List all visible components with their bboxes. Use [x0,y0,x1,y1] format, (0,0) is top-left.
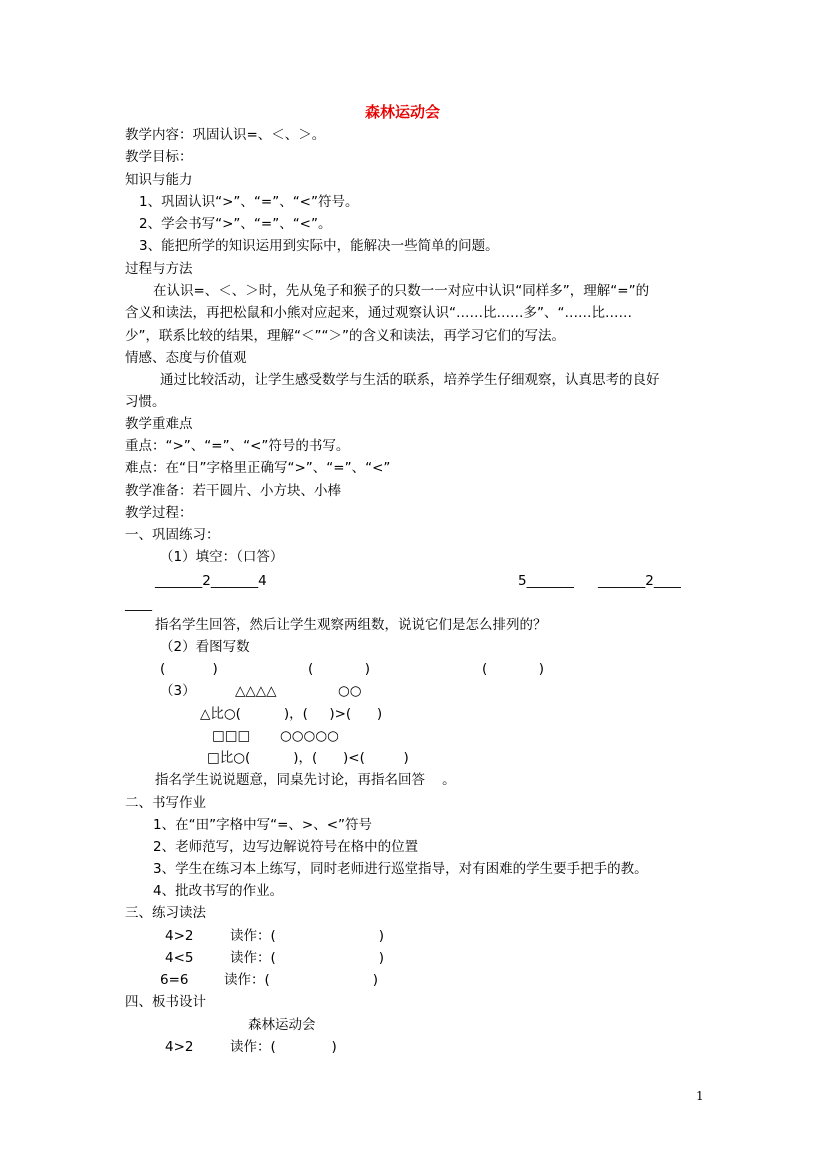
difficult-point: 难点：在“日”字格里正确写“>”、“=”、“<” [125,460,391,476]
paren-3: ( ) [482,661,545,677]
board-reading: 读作：( ) [230,1039,337,1055]
key-point: 重点：“>”、“=”、“<”符号的书写。 [125,438,350,454]
board-title: 森林运动会 [248,1017,316,1033]
blank-right-2: _______2____ [598,573,681,589]
section1-heading: 一、巩固练习： [125,527,220,543]
triangles: △△△△ [235,683,277,699]
page-title: 森林运动会 [365,103,441,121]
reading-answer: 读作：( ) [230,950,385,966]
page-number: 1 [696,1089,704,1103]
process-line: 含义和读法，再把松鼠和小熊对应起来，通过观察认识“……比……多”、“……比…… [125,305,632,321]
compare-2: □比○( )，( )<( ) [207,750,409,766]
compare-1: △比○( )，( )>( ) [200,706,383,722]
section3-heading: 三、练习读法 [125,905,206,921]
preparation: 教学准备：若干圆片、小方块、小棒 [125,483,341,499]
teaching-content: 教学内容：巩固认识=、＜、＞。 [125,127,326,143]
section2-item: 2、老师范写，边写边解说符号在格中的位置 [153,839,419,855]
process-line: 少”，联系比较的结果，理解“＜”“＞”的含义和读法，再学习它们的写法。 [125,328,565,344]
process-heading: 过程与方法 [125,261,193,277]
blank-wrap: ____ [125,596,152,612]
key-heading: 教学重难点 [125,416,193,432]
knowledge-item: 3、能把所学的知识运用到实际中，能解决一些简单的问题。 [139,238,499,254]
emotion-line: 习惯。 [125,394,166,410]
item3-label: （3） [160,683,196,699]
reading-answer: 读作：( ) [230,928,385,944]
reading-expr: 6=6 [160,972,189,988]
emotion-heading: 情感、态度与价值观 [125,350,247,366]
board-expr: 4>2 [165,1039,194,1055]
section2-item: 3、学生在练习本上练写，同时老师进行巡堂指导，对有困难的学生要手把手的教。 [153,861,648,877]
blank-left: _______2_______4 [155,573,267,589]
circles-five: ○○○○○ [280,728,339,744]
knowledge-item: 1、巩固认识“>”、“=”、“<”符号。 [139,194,359,210]
section2-heading: 二、书写作业 [125,795,206,811]
procedure-heading: 教学过程： [125,505,193,521]
squares: □□□ [212,728,251,744]
instruction: 指名学生回答，然后让学生观察两组数，说说它们是怎么排列的？ [155,617,547,633]
objectives-heading: 教学目标： [125,149,193,165]
section4-heading: 四、板书设计 [125,994,206,1010]
blank-right-1: 5_______ [518,573,574,589]
knowledge-item: 2、学会书写“>”、“=”、“<”。 [139,216,332,232]
section2-item: 4、批改书写的作业。 [153,883,284,899]
paren-2: ( ) [308,661,371,677]
reading-answer: 读作：( ) [224,972,379,988]
reading-expr: 4>2 [165,928,194,944]
section2-item: 1、在“田”字格中写“=、>、<”符号 [153,817,372,833]
look-label: （2）看图写数 [160,639,250,655]
knowledge-heading: 知识与能力 [125,172,193,188]
circles-two: ○○ [338,683,362,699]
process-line: 在认识=、＜、＞时，先从兔子和猴子的只数一一对应中认识“同样多”，理解“=”的 [153,283,650,299]
reading-expr: 4<5 [165,950,194,966]
fill-label: （1）填空：（口答） [160,549,284,565]
closing: 指名学生说说题意，同桌先讨论，再指名回答 。 [155,772,456,788]
emotion-line: 通过比较活动，让学生感受数学与生活的联系，培养学生仔细观察，认真思考的良好 [160,372,660,388]
paren-1: ( ) [160,661,218,677]
